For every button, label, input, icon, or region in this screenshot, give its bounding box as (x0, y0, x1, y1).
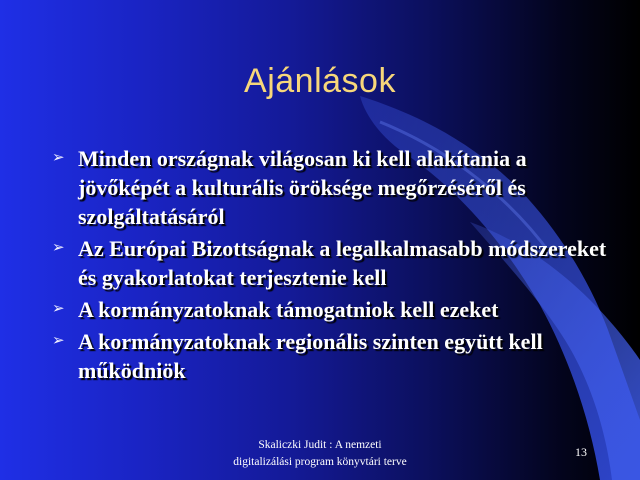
arrowhead-bullet-icon: ➢ (52, 299, 65, 317)
bullet-text: Az Európai Bizottságnak a legalkalmasabb módszereket és gyakorlatokat terjesztenie kell (78, 236, 607, 290)
bullet-item (52, 327, 612, 385)
footer-line-1: Skaliczki Judit : A nemzeti (258, 439, 382, 451)
bullet-item (52, 295, 612, 324)
slide-title: Ajánlások (244, 62, 396, 100)
bullet-text: A kormányzatoknak támogatniok kell ezeket (78, 297, 499, 322)
bullet-text: A kormányzatoknak regionális szinten együtt kell működniök (78, 329, 543, 383)
arrowhead-bullet-icon: ➢ (52, 331, 65, 349)
footer-line-2: digitalizálási program könyvtári terve (233, 456, 407, 468)
bullet-text: Minden országnak világosan ki kell alakítania a jövőképét a kulturális öröksége megőrzéséről és szolgáltatásáról (78, 146, 527, 229)
footer (200, 437, 440, 471)
arrowhead-bullet-icon: ➢ (52, 148, 65, 166)
bullet-list (52, 144, 612, 388)
page-number: 13 (575, 445, 587, 459)
arrowhead-bullet-icon: ➢ (52, 238, 65, 256)
bullet-item (52, 144, 612, 231)
bullet-item (52, 234, 612, 292)
